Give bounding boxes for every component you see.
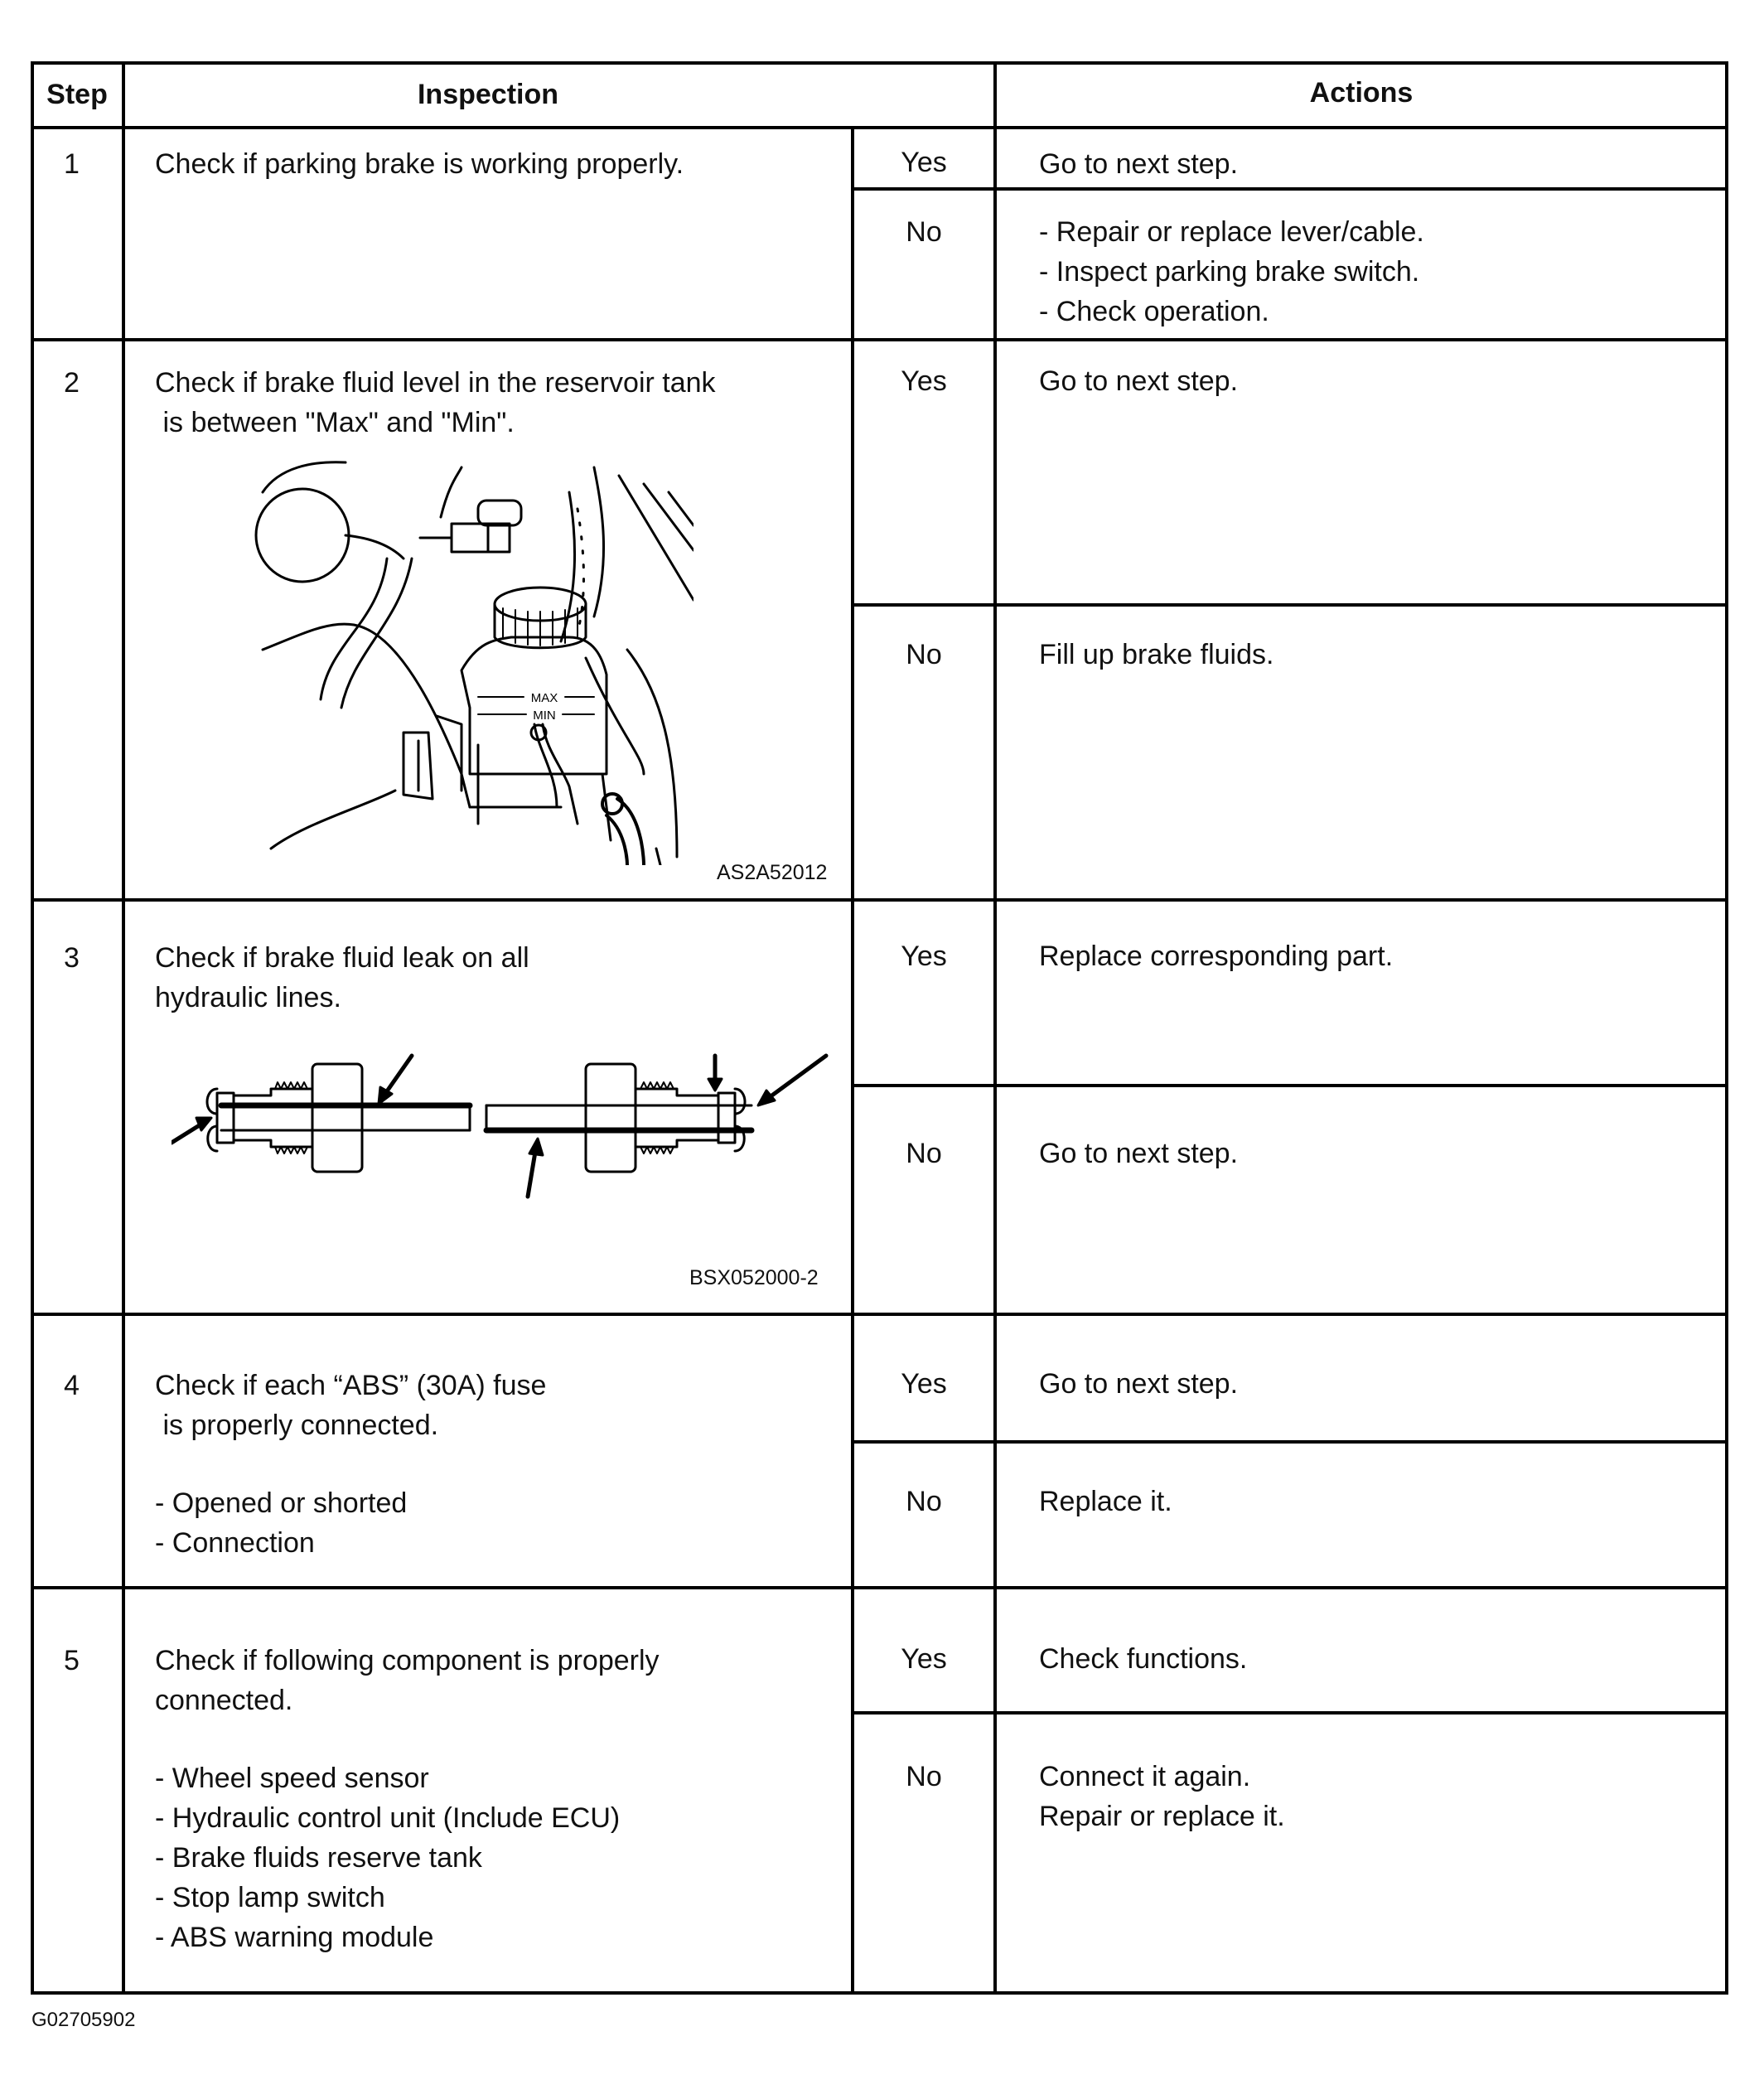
no-label: No	[906, 1761, 942, 1792]
yes-no-divider-4	[851, 1440, 1728, 1444]
inspection-text: Check if brake fluid leak on all	[155, 942, 529, 974]
detail-item: - Opened or shorted	[155, 1487, 408, 1519]
yes-no-divider-5	[851, 1711, 1728, 1715]
detail-item: - ABS warning module	[155, 1922, 434, 1953]
table-border-bottom	[31, 1991, 1728, 1995]
inspection-text: is properly connected.	[155, 1410, 439, 1441]
detail-item: - Brake fluids reserve tank	[155, 1842, 482, 1874]
no-action-line: Connect it again.	[1039, 1761, 1251, 1792]
no-action: Go to next step.	[1039, 1138, 1239, 1169]
yes-label: Yes	[901, 147, 947, 178]
no-label: No	[906, 639, 942, 670]
step-number: 4	[64, 1370, 80, 1401]
no-action-line: - Check operation.	[1039, 296, 1269, 327]
no-action: Replace it.	[1039, 1486, 1172, 1517]
inspection-text: Check if brake fluid level in the reservoir tank	[155, 367, 716, 399]
inspection-text: Check if each “ABS” (30A) fuse	[155, 1370, 547, 1401]
inspection-text: Check if parking brake is working properly.	[155, 148, 684, 180]
inspection-text: Check if following component is properly	[155, 1645, 660, 1676]
yes-label: Yes	[901, 941, 947, 972]
min-label: MIN	[533, 709, 556, 723]
detail-item: - Wheel speed sensor	[155, 1763, 429, 1794]
yes-no-divider-2	[851, 603, 1728, 607]
footer-code: G02705902	[31, 2009, 136, 2031]
gauge-circle	[256, 489, 349, 582]
no-action-line: - Repair or replace lever/cable.	[1039, 216, 1424, 248]
yes-action: Replace corresponding part.	[1039, 941, 1394, 972]
yes-no-divider-3	[851, 1084, 1728, 1087]
yes-action: Go to next step.	[1039, 365, 1239, 397]
yes-no-divider-1	[851, 187, 1728, 191]
row-divider-4	[31, 1586, 1728, 1589]
max-label: MAX	[530, 691, 558, 705]
step-number: 5	[64, 1645, 80, 1676]
yes-label: Yes	[901, 1643, 947, 1675]
step-number: 1	[64, 148, 80, 180]
header-actions: Actions	[1309, 77, 1414, 109]
yes-action: Go to next step.	[1039, 148, 1239, 180]
row-divider-3	[31, 1313, 1728, 1316]
header-divider	[31, 126, 1728, 129]
inspection-text: hydraulic lines.	[155, 982, 341, 1013]
table-border-left	[31, 61, 34, 1995]
step-number: 2	[64, 367, 80, 399]
row-divider-2	[31, 898, 1728, 902]
no-label: No	[906, 1138, 942, 1169]
brake-reservoir-illustration	[230, 459, 694, 865]
detail-item: - Hydraulic control unit (Include ECU)	[155, 1802, 621, 1834]
row-divider-1	[31, 338, 1728, 341]
figure-caption: AS2A52012	[717, 861, 828, 884]
troubleshooting-table	[31, 61, 1728, 1995]
inspection-text: connected.	[155, 1685, 293, 1716]
yes-label: Yes	[901, 365, 947, 397]
header-inspection: Inspection	[417, 79, 559, 110]
no-action-line: Repair or replace it.	[1039, 1801, 1285, 1832]
no-action-line: - Inspect parking brake switch.	[1039, 256, 1420, 288]
no-label: No	[906, 216, 942, 248]
header-step: Step	[46, 79, 108, 110]
figure-caption: BSX052000-2	[689, 1266, 819, 1289]
inspection-text: is between "Max" and "Min".	[155, 407, 515, 438]
step-column-divider	[122, 61, 125, 1995]
yes-action: Go to next step.	[1039, 1368, 1239, 1400]
step-number: 3	[64, 942, 80, 974]
detail-item: - Stop lamp switch	[155, 1882, 385, 1913]
detail-item: - Connection	[155, 1527, 315, 1559]
table-border-right	[1725, 61, 1728, 1995]
no-label: No	[906, 1486, 942, 1517]
yes-action: Check functions.	[1039, 1643, 1248, 1675]
hydraulic-line-fittings-illustration	[172, 1039, 834, 1205]
actions-column-divider	[993, 61, 997, 1995]
table-border-top	[31, 61, 1728, 65]
no-action: Fill up brake fluids.	[1039, 639, 1274, 670]
yes-label: Yes	[901, 1368, 947, 1400]
